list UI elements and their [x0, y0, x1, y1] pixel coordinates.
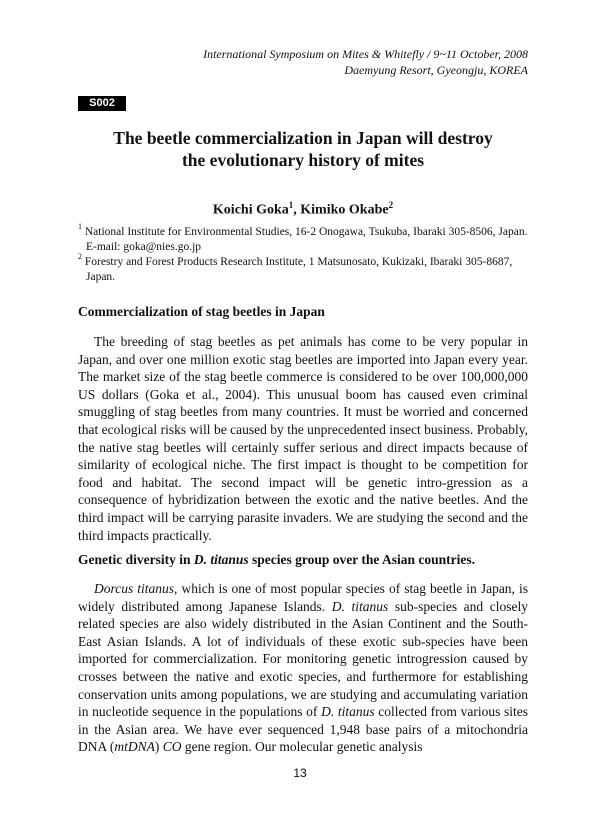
section-1-paragraph: The breeding of stag beetles as pet animals has come to be very popular in Japan, and over one million exotic stag beetles are imported into Japan every year. The market size of the stag beetle commerce is considered to be over 100,000,000 US dollars (Goka et al., 2004). This unusual boom has caused even criminal smuggling of stag beetles from many countries. It must be worried and concerned that ecological risks will be caused by the unprecedented insect business. Probably, the native stag beetles will certainly suffer serious and direct impacts because of similarity of ecological niche. The first impact is thought to be competition for food and habitat. The second impact will be genetic intro-gression as a consequence of hybridization between the exotic and the native beetles. And the third impact will be carrying parasite invaders. We are studying the second and the third impacts practically. [78, 334, 528, 543]
author-list [78, 196, 528, 220]
author-1-affil-mark: 1 [288, 200, 294, 210]
title-line-1: The beetle commercialization in Japan will destroy [113, 128, 493, 148]
section-2-heading [78, 551, 528, 568]
para-text: gene region. Our molecular genetic analysis [181, 739, 423, 755]
affil-1-address: National Institute for Environmental Studies, 16-2 Onogawa, Tsukuba, Ibaraki 305-8506, Japan. [84, 225, 528, 238]
section-2-paragraph [78, 580, 528, 756]
affil-1-email: E-mail: goka@nies.go.jp [86, 240, 202, 253]
affil-2-country: Japan. [86, 270, 116, 283]
author-separator: , [293, 202, 301, 218]
affil-1-mark: 1 [78, 222, 82, 231]
species-name: D. titanus [331, 598, 389, 614]
paper-title [78, 127, 528, 171]
section-1-heading: Commercialization of stag beetles in Japan [78, 304, 325, 319]
species-name: D. titanus [321, 704, 375, 720]
section-2-heading-species: D. titanus [193, 552, 249, 567]
author-2: Kimiko Okabe [300, 202, 389, 218]
affil-2-mark: 2 [78, 252, 82, 261]
species-name: Dorcus titanus [94, 581, 175, 596]
section-2-heading-pre: Genetic diversity in [78, 552, 194, 567]
para-text: sub-species and closely related species are also widely distributed in the Asian Continent and the South-East Asian Islands. A lot of individuals of these exotic sub-species have been imported for commercialization. For monitoring genetic introgression caused by crosses between the native and exotic species, and furthermore for establishing conservation units among populations, we are studying and accumulating variation in nucleotide sequence in the populations of [78, 598, 529, 720]
para-text: collected from various sites in the Asian area. We have ever sequenced 1,948 base pairs of a mitochondria DNA ( [78, 704, 528, 755]
affil-2-address: Forestry and Forest Products Research Institute, 1 Matsunosato, Kukizaki, Ibaraki 305-8687, [84, 255, 513, 268]
section-2-heading-post: species group over the Asian countries. [248, 552, 476, 567]
running-header [203, 46, 528, 78]
abstract-code-badge: S002 [78, 96, 126, 111]
affiliation-2 [78, 250, 528, 285]
mtdna-term: mtDNA [114, 739, 155, 755]
page-number: 13 [293, 766, 307, 780]
co-gene-term: CO [162, 739, 182, 755]
title-line-2: the evolutionary history of mites [181, 150, 425, 170]
para-text: ) [154, 739, 163, 755]
header-conference: International Symposium on Mites & Whitefly / 9~11 October, 2008 [203, 47, 528, 61]
para-text: , which is one of most popular species of stag beetle in Japan, is widely distributed among Japanese Islands. [78, 581, 528, 614]
header-venue: Daemyung Resort, Gyeongju, KOREA [344, 63, 528, 77]
author-1: Koichi Goka [212, 202, 289, 218]
author-2-affil-mark: 2 [388, 200, 394, 210]
